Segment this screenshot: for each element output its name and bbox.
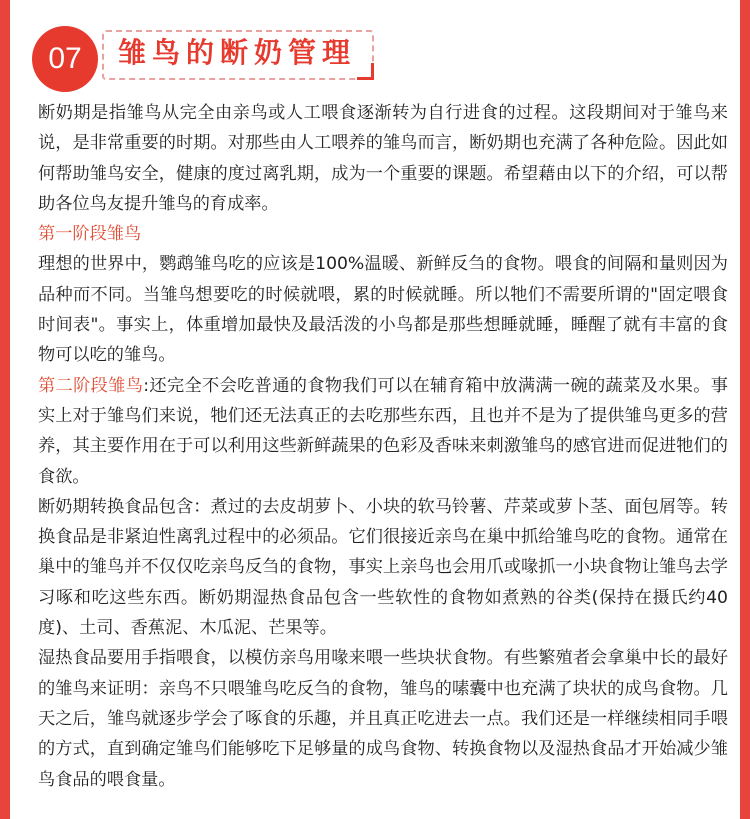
intro-paragraph: 断奶期是指雏鸟从完全由亲鸟或人工喂食逐渐转为自行进食的过程。这段期间对于雏鸟来说，是非常重要的时期。对那些由人工喂养的雏鸟而言，断奶期也充满了各种危险。因此如何帮助雏鸟安全，健康的度过离乳期，成为一个重要的课题。希望藉由以下的介绍，可以帮助各位鸟友提升雏鸟的育成率。 <box>38 103 728 214</box>
stage1-heading: 第一阶段雏鸟 <box>38 224 142 245</box>
section-title: 雏鸟的断奶管理 <box>118 36 357 69</box>
section-number: 07 <box>48 42 82 75</box>
stage1-paragraph: 理想的世界中，鹦鹉雏鸟吃的应该是100%温暖、新鲜反刍的食物。喂食的间隔和量则因为品种而不同。当雏鸟想要吃的时候就喂，累的时候就睡。所以牠们不需要所谓的"固定喂食时间表"。事实上，体重增加最快及最活泼的小鸟都是那些想睡就睡，睡醒了就有丰富的食物可以吃的雏鸟。 <box>38 254 728 366</box>
stage2-text: :还完全不会吃普通的食物我们可以在辅育箱中放满满一碗的蔬菜及水果。事实上对于雏鸟们来说，牠们还无法真正的去吃那些东西，且也并不是为了提供雏鸟更多的营养，其主要作用在于可以利用这些新鲜蔬果的色彩及香味来刺激雏鸟的感官进而促进牠们的食欲。 <box>38 375 728 487</box>
corner-decoration <box>357 63 374 80</box>
stage2-paragraph <box>38 371 728 492</box>
article-card <box>10 0 740 819</box>
stage2-heading: 第二阶段雏鸟 <box>38 375 144 396</box>
transition-food-paragraph: 断奶期转换食品包含：煮过的去皮胡萝卜、小块的软马铃薯、芹菜或萝卜茎、面包屑等。转换食品是非紧迫性离乳过程中的必须品。它们很接近亲鸟在巢中抓给雏鸟吃的食物。通常在巢中的雏鸟并不仅仅吃亲鸟反刍的食物，事实上亲鸟也会用爪或喙抓一小块食物让雏鸟去学习啄和吃这些东西。断奶期湿热食品包含一些软性的食物如煮熟的谷类(保持在摄氏约40度)、土司、香蕉泥、木瓜泥、芒果等。 <box>38 496 728 639</box>
article-body <box>38 98 728 795</box>
warm-food-paragraph: 湿热食品要用手指喂食，以模仿亲鸟用喙来喂一些块状食物。有些繁殖者会拿巢中长的最好的雏鸟来证明：亲鸟不只喂雏鸟吃反刍的食物，雏鸟的嗉囊中也充满了块状的成鸟食物。几天之后，雏鸟就逐步学会了啄食的乐趣，并且真正吃进去一点。我们还是一样继续相同手喂的方式，直到确定雏鸟们能够吃下足够量的成鸟食物、转换食物以及湿热食品才开始减少雏鸟食品的喂食量。 <box>38 648 728 790</box>
section-number-badge <box>32 26 98 92</box>
